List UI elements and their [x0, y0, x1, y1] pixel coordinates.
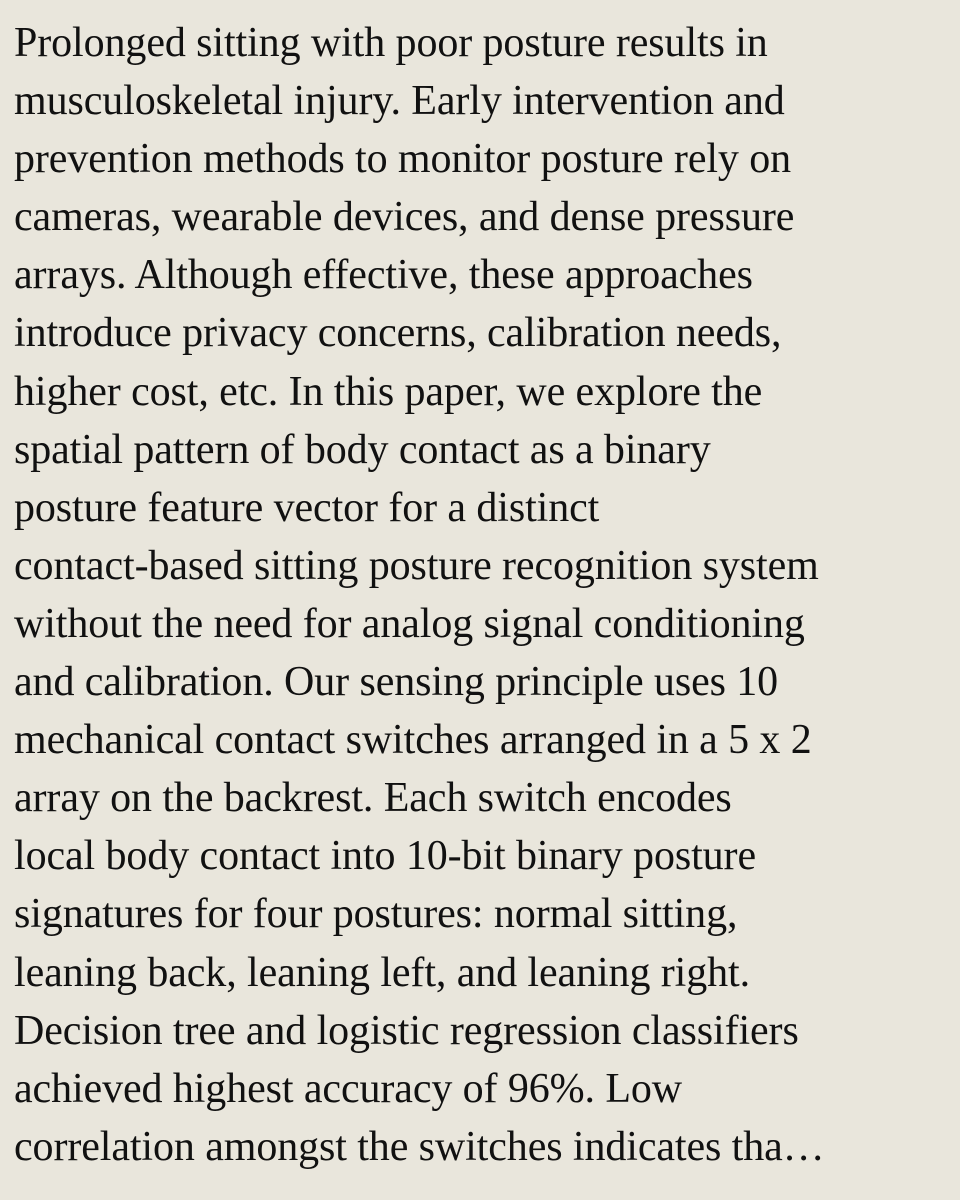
abstract-line: introduce privacy concerns, calibration needs,	[14, 310, 782, 357]
abstract-line: spatial pattern of body contact as a binary	[14, 426, 711, 473]
abstract-line: contact-based sitting posture recognition system	[14, 542, 819, 589]
abstract-line: arrays. Although effective, these approaches	[14, 252, 753, 299]
abstract-line: higher cost, etc. In this paper, we explore the	[14, 368, 763, 415]
abstract-line: array on the backrest. Each switch encodes	[14, 775, 732, 822]
abstract-line: prevention methods to monitor posture rely on	[14, 136, 792, 183]
abstract-line: posture feature vector for a distinct	[14, 484, 600, 531]
abstract-line: Decision tree and logistic regression classifiers	[14, 1007, 799, 1054]
abstract-line: and calibration. Our sensing principle uses 10	[14, 659, 779, 706]
abstract-line-truncated: correlation amongst the switches indicates tha…	[14, 1123, 825, 1170]
abstract-line: without the need for analog signal conditioning	[14, 600, 805, 647]
abstract-line: local body contact into 10-bit binary posture	[14, 833, 756, 880]
abstract-line: mechanical contact switches arranged in a 5 x 2	[14, 717, 812, 764]
abstract-line: Prolonged sitting with poor posture results in	[14, 20, 768, 66]
abstract-line: cameras, wearable devices, and dense pressure	[14, 194, 795, 241]
abstract-line: leaning back, leaning left, and leaning right.	[14, 949, 750, 996]
abstract-line: musculoskeletal injury. Early intervention and	[14, 78, 785, 125]
abstract-line: signatures for four postures: normal sitting,	[14, 891, 738, 938]
abstract-line: achieved highest accuracy of 96%. Low	[14, 1065, 683, 1112]
abstract-text	[14, 14, 954, 1176]
